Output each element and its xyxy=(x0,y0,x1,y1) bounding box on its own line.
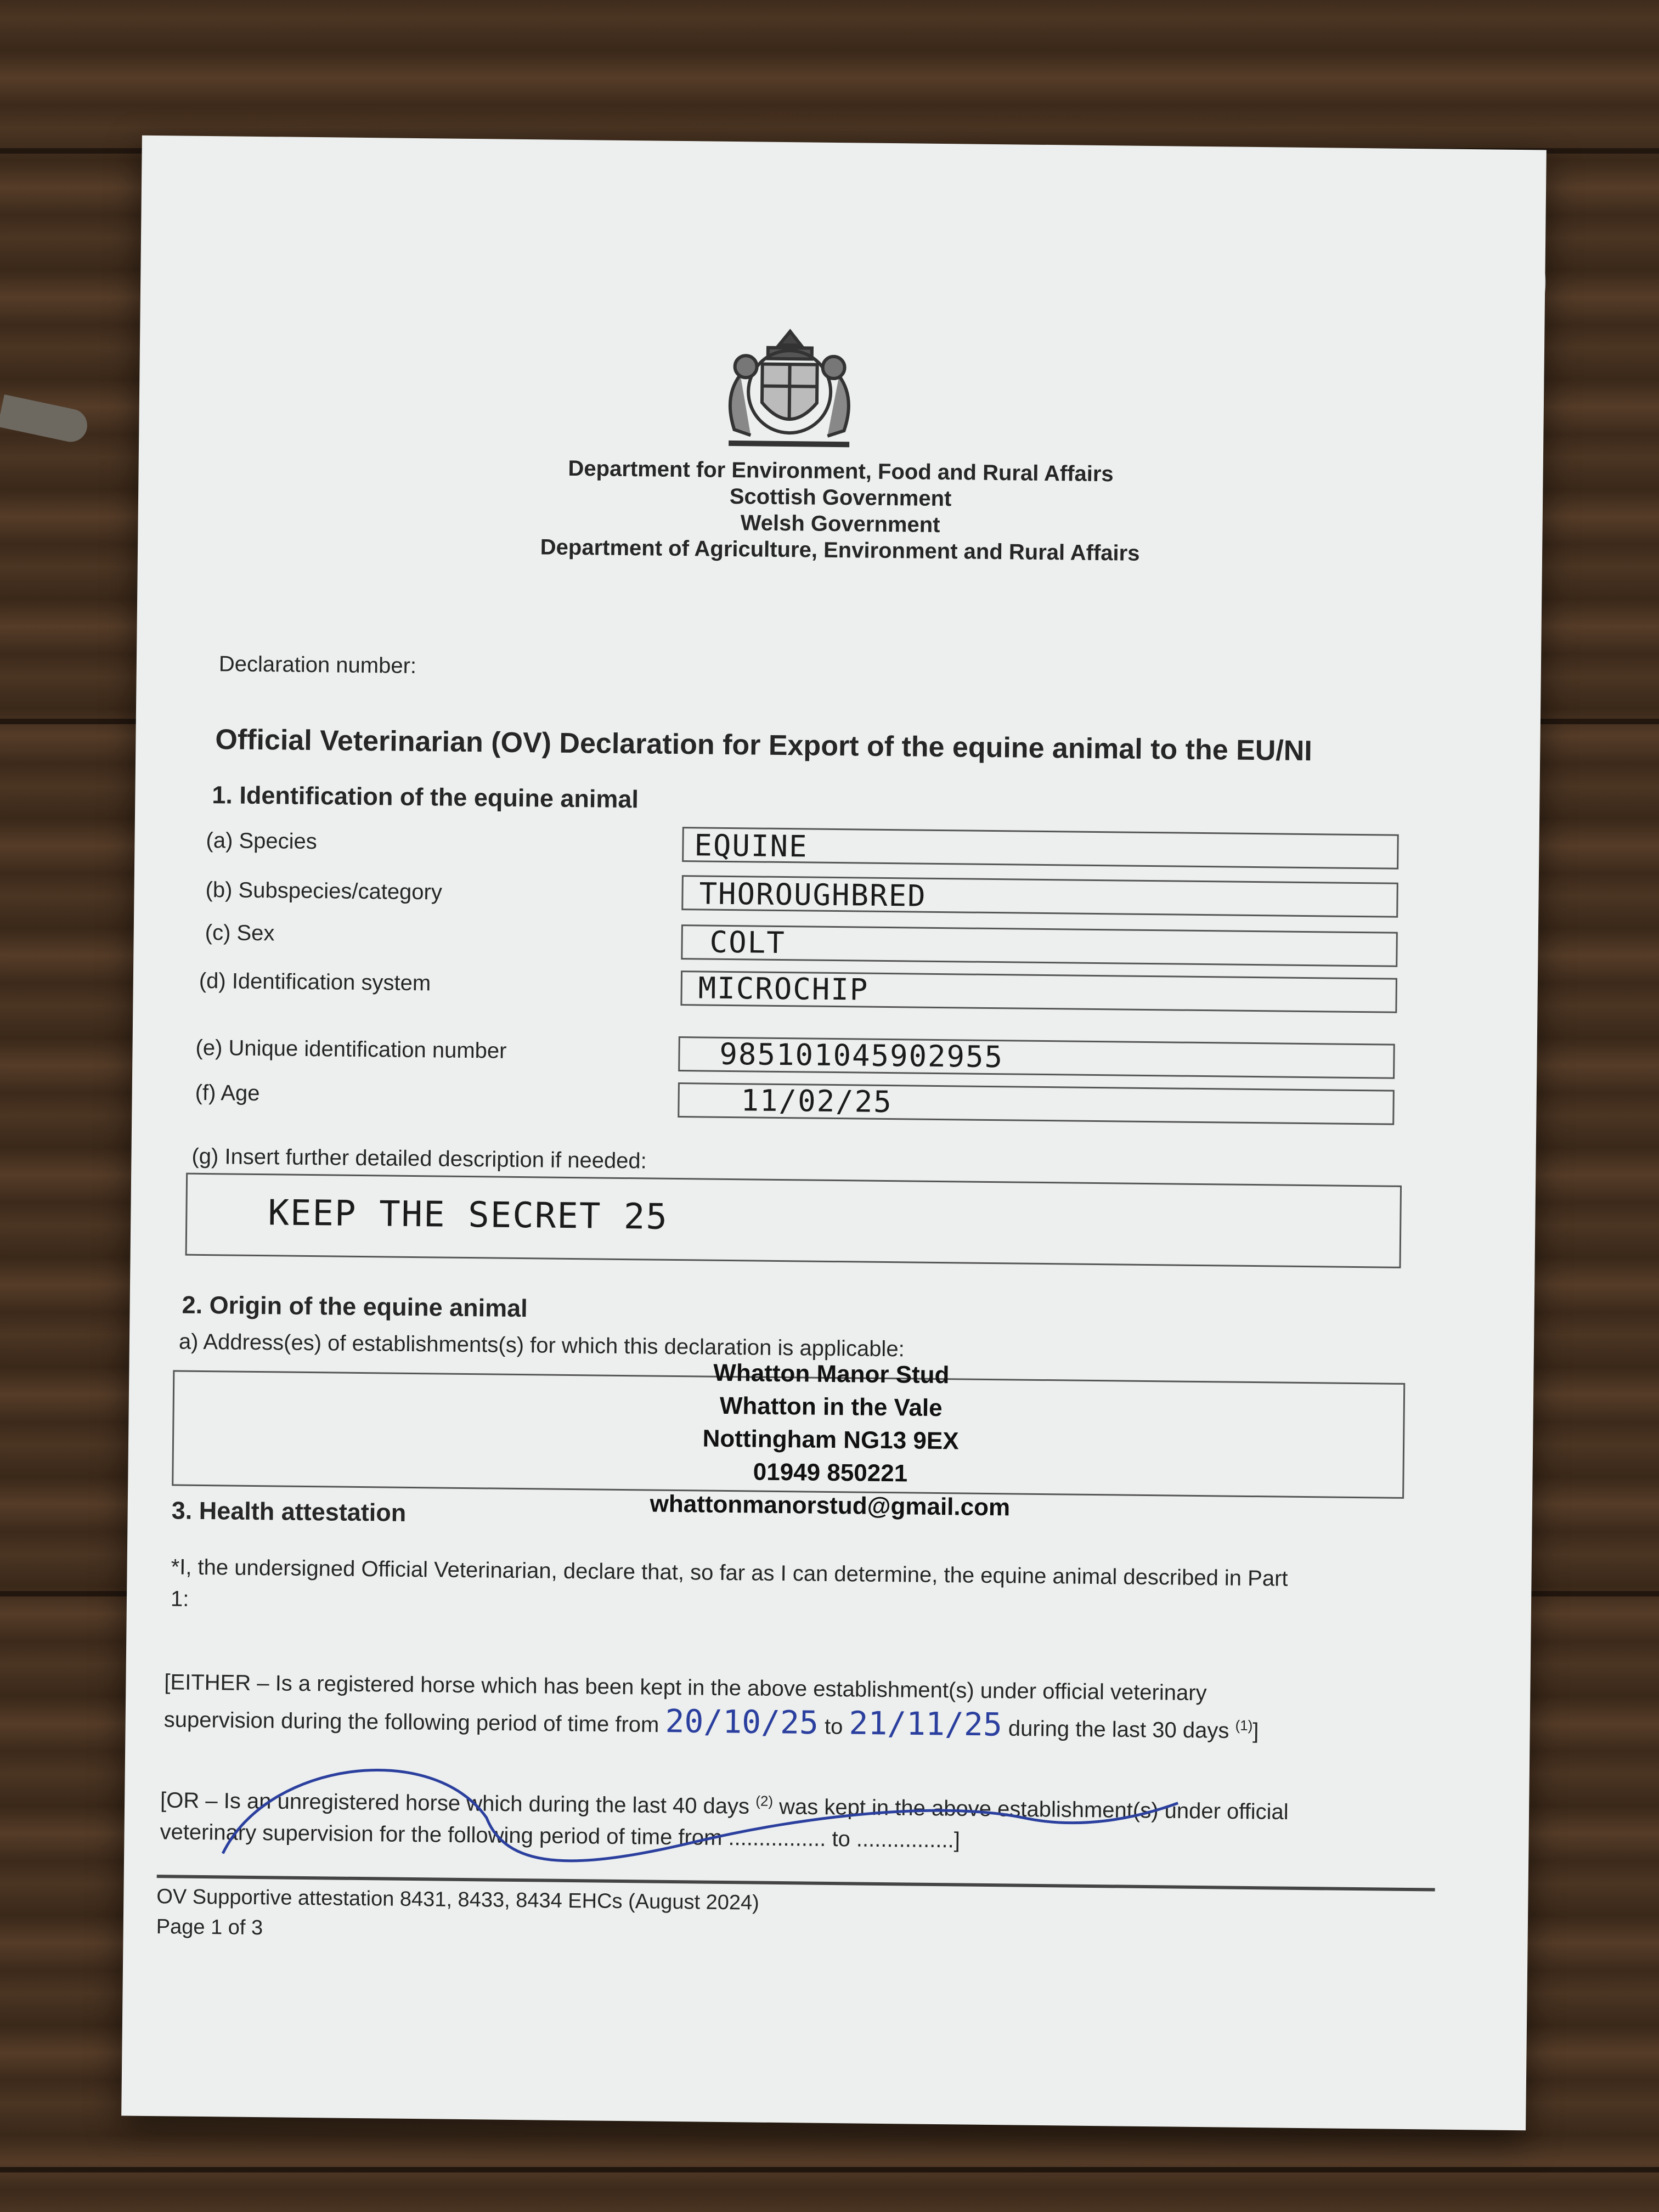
health-intro-line1: *I, the undersigned Official Veterinarian, declare that, so far as I can determine, the equine animal described in Part xyxy=(171,1555,1288,1591)
sex-field[interactable] xyxy=(681,924,1398,967)
either-to-date: 21/11/25 xyxy=(849,1704,1003,1743)
department-line: Welsh Government xyxy=(740,511,940,537)
age-value: 11/02/25 xyxy=(741,1083,893,1120)
description-label: (g) Insert further detailed description if needed: xyxy=(191,1144,647,1173)
either-bracket: ] xyxy=(1252,1719,1259,1743)
species-value: EQUINE xyxy=(694,828,808,864)
or-line1-start: [OR – Is an unregistered horse which during the last 40 days xyxy=(160,1788,750,1819)
subspecies-label: (b) Subspecies/category xyxy=(205,877,443,905)
footer-page-number: Page 1 of 3 xyxy=(156,1915,263,1940)
either-from-date: 20/10/25 xyxy=(665,1702,819,1742)
either-line1: [EITHER – Is a registered horse which has been kept in the above establishment(s) under official veterinary xyxy=(164,1670,1207,1706)
or-line1-end: was kept in the above establishment(s) under official xyxy=(778,1795,1289,1825)
unique-id-value: 985101045902955 xyxy=(719,1036,1004,1075)
health-intro xyxy=(171,1551,1433,1628)
document-title: Official Veterinarian (OV) Declaration for Export of the equine animal to the EU/NI xyxy=(215,724,1313,768)
strike-through-scribble xyxy=(200,1727,1244,1903)
declaration-number-label: Declaration number: xyxy=(218,652,417,678)
section2-heading: 2. Origin of the equine animal xyxy=(182,1290,528,1323)
address-label: a) Address(es) of establishments(s) for which this declaration is applicable: xyxy=(178,1329,905,1362)
or-line2: veterinary supervision for the following period of time from ................ to ................] xyxy=(160,1820,961,1853)
address-line: Whatton Manor Stud xyxy=(713,1359,950,1389)
address-line: 01949 850221 xyxy=(753,1458,908,1487)
identification-system-value: MICROCHIP xyxy=(698,970,869,1007)
either-to-word: to xyxy=(824,1714,843,1739)
or-footnote-ref: (2) xyxy=(755,1792,774,1809)
description-value: KEEP THE SECRET 25 xyxy=(268,1193,669,1238)
wooden-peg xyxy=(0,394,90,445)
subspecies-value: THOROUGHBRED xyxy=(699,876,927,913)
species-label: (a) Species xyxy=(206,828,318,854)
department-line: Department of Agriculture, Environment and Rural Affairs xyxy=(540,535,1140,566)
age-label: (f) Age xyxy=(195,1080,260,1106)
sex-value: COLT xyxy=(709,924,786,961)
address-email: whattonmanorstud@gmail.com xyxy=(650,1490,1011,1521)
table-plank-seam xyxy=(0,2167,1659,2172)
unique-id-label: (e) Unique identification number xyxy=(195,1035,507,1063)
section3-heading: 3. Health attestation xyxy=(171,1496,407,1527)
section1-heading: 1. Identification of the equine animal xyxy=(212,781,639,814)
royal-coat-of-arms-icon xyxy=(707,314,873,464)
footer-line1: OV Supportive attestation 8431, 8433, 8434 EHCs (August 2024) xyxy=(156,1885,759,1915)
either-line2-start: supervision during the following period of time from xyxy=(163,1707,659,1737)
either-footnote-ref: (1) xyxy=(1235,1717,1253,1734)
identification-system-label: (d) Identification system xyxy=(199,968,431,996)
health-intro-line2: 1: xyxy=(170,1587,189,1611)
department-line: Department for Environment, Food and Rural Affairs xyxy=(568,456,1114,487)
sex-label: (c) Sex xyxy=(205,920,275,946)
address-line: Nottingham NG13 9EX xyxy=(702,1425,959,1455)
either-line2-end: during the last 30 days xyxy=(1008,1716,1229,1743)
declaration-document xyxy=(121,136,1547,2131)
department-line: Scottish Government xyxy=(729,484,952,511)
address-line: Whatton in the Vale xyxy=(719,1392,943,1422)
